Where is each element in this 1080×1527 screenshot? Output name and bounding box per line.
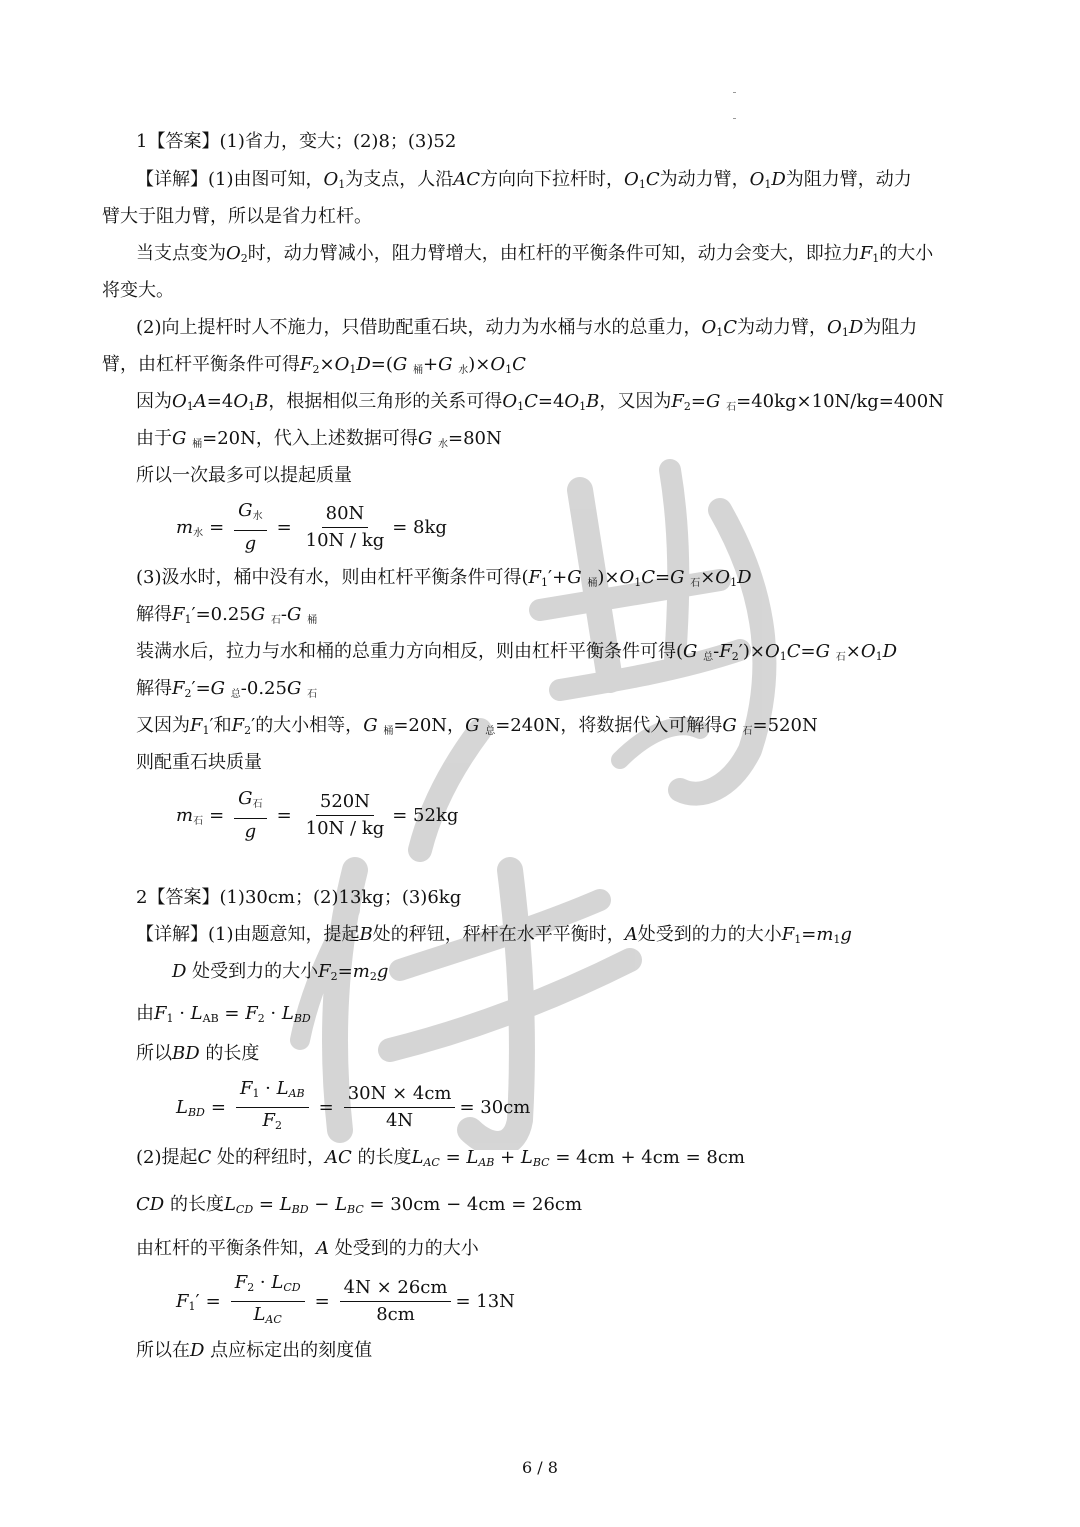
q2-equation-lbd: $L_{BD}$ = $\frac{F_1 \cdot L_{AB}}{F_2}$ = $\frac{30N \times 4cm}{4N}$ = 30cm bbox=[176, 1078, 531, 1132]
q2-detail-line-6: CD 的长度$L_{CD} = L_{BD} - L_{BC} = 30cm - 4cm = 26cm$ bbox=[136, 1194, 583, 1216]
q1-detail-line-14: 又因为$F_1'$和$F_2'$的大小相等，G 桶=20N，G 总=240N，将数据代入可解得G 石=520N bbox=[136, 715, 818, 737]
scan-mark bbox=[733, 92, 736, 93]
q2-detail-line-3: 由$F_1 \cdot L_{AB} = F_2 \cdot L_{BD}$ bbox=[136, 1003, 311, 1025]
q2-detail-line-8: 所以在D 点应标定出的刻度值 bbox=[136, 1340, 373, 1361]
q1-detail-line-15: 则配重石块质量 bbox=[136, 752, 262, 773]
q1-equation-mass-water: m水 = $\frac{\text{G水}}{g}$ = $\frac{80N}{10N / kg}$ = 8kg bbox=[176, 500, 447, 554]
q2-detail-line-7: 由杠杆的平衡条件知，A 处受到的力的大小 bbox=[136, 1238, 479, 1259]
q1-detail-line-3: 当支点变为$O_2$时，动力臂减小，阻力臂增大，由杠杆的平衡条件可知，动力会变大，即拉力$F_1$的大小 bbox=[136, 243, 934, 265]
q1-detail-line-4: 将变大。 bbox=[102, 280, 174, 301]
scan-mark bbox=[733, 118, 736, 119]
q2-detail-line-1: 【详解】(1)由题意知，提起B处的秤钮，秤杆在水平平衡时，A处受到的力的大小$F_1=m_1g$ bbox=[136, 924, 852, 946]
q1-detail-line-1: 【详解】(1)由图可知，$O_1$为支点，人沿AC方向向下拉杆时，$O_1C$为动力臂，$O_1D$为阻力臂，动力 bbox=[136, 169, 912, 191]
q1-detail-line-12: 装满水后，拉力与水和桶的总重力方向相反，则由杠杆平衡条件可得(G 总$-F_2')\times O_1C=G$ 石$\times O_1D$ bbox=[136, 641, 898, 663]
q1-detail-line-10: (3)汲水时，桶中没有水，则由杠杆平衡条件可得($F_1'+G$ 桶)$\times O_1C=G$ 石$\times O_1D$ bbox=[136, 567, 752, 589]
q1-detail-line-9: 所以一次最多可以提起质量 bbox=[136, 465, 352, 486]
q1-detail-line-5: (2)向上提杆时人不施力，只借助配重石块，动力为水桶与水的总重力，$O_1C$为动力臂，$O_1D$为阻力 bbox=[136, 317, 918, 339]
q2-answer: 2【答案】(1)30cm；(2)13kg；(3)6kg bbox=[136, 887, 462, 908]
q1-equation-mass-stone: m石 = $\frac{\text{G石}}{g}$ = $\frac{520N}{10N / kg}$ = 52kg bbox=[176, 788, 459, 842]
q2-detail-line-2: D 处受到力的大小$F_2=m_2g$ bbox=[172, 961, 389, 983]
q2-detail-line-4: 所以BD 的长度 bbox=[136, 1043, 260, 1064]
q2-detail-line-5: (2)提起C 处的秤纽时，AC 的长度$L_{AC} = L_{AB} + L_{BC} = 4cm + 4cm = 8cm$ bbox=[136, 1147, 745, 1169]
q1-answer: 1【答案】(1)省力，变大；(2)8；(3)52 bbox=[136, 131, 457, 152]
q1-detail-line-2: 臂大于阻力臂，所以是省力杠杆。 bbox=[102, 206, 372, 227]
page-number: 6 / 8 bbox=[522, 1458, 558, 1477]
q1-detail-line-6: 臂，由杠杆平衡条件可得$F_2\times O_1D=(G$ 桶+G 水)$\times O_1C$ bbox=[102, 354, 526, 376]
q2-equation-f1prime: $F_1'$ = $\frac{F_2 \cdot L_{CD}}{L_{AC}}$ = $\frac{4N \times 26cm}{8cm}$ = 13N bbox=[176, 1272, 515, 1326]
q1-detail-line-13: 解得$F_2'=G$ 总-0.25G 石 bbox=[136, 678, 318, 700]
q1-detail-line-11: 解得$F_1'=0.25G$ 石-G 桶 bbox=[136, 604, 318, 626]
q1-detail-line-8: 由于G 桶=20N，代入上述数据可得G 水=80N bbox=[136, 428, 502, 450]
q1-detail-line-7: 因为$O_1A=4O_1B$，根据相似三角形的关系可得$O_1C=4O_1B$，又因为$F_2=G$ 石=40kg×10N/kg=400N bbox=[136, 391, 944, 413]
